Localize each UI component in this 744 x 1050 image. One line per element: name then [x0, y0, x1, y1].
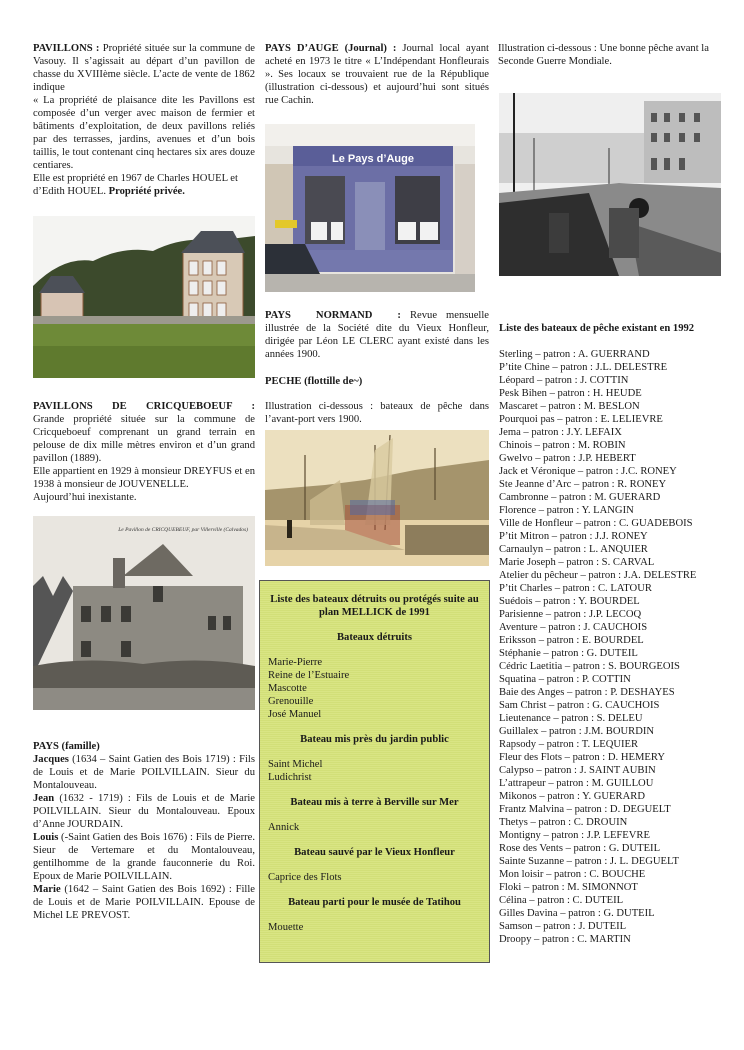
cricqueboeuf-photo — [33, 516, 255, 710]
boat-row: Lieutenance – patron : S. DELEU — [499, 713, 643, 724]
pays-auge-title: PAYS D’AUGE (Journal) : — [265, 43, 397, 54]
boats-1992-list — [499, 322, 734, 946]
boat-row: Mascaret – patron : M. BESLON — [499, 401, 640, 412]
mellick-box-title: Liste des bateaux détruits ou protégés suite au plan MELLICK de 1991 — [270, 594, 479, 618]
pays-entry-louis: Louis (-Saint Gatien des Bois 1676) : Fils de Pierre. Sieur de Vertemare et du Montalouveau, gentilhomme de la grande fauconnerie du Roi. Epoux de Marie POILVILLAIN. — [33, 832, 255, 882]
boat-row: Guillalex – patron : J.M. BOURDIN — [499, 726, 655, 737]
boat-item: Mascotte — [268, 683, 307, 694]
boat-row: Pesk Bihen – patron : H. HEUDE — [499, 388, 642, 399]
boat-row: Atelier du pêcheur – patron : J.A. DELESTRE — [499, 570, 697, 581]
cricqueboeuf-entry: PAVILLONS DE CRICQUEBOEUF : Grande propriété située sur la commune de Cricqueboeuf comprenant un grand terrain en pelouse de dix mille mètres environ et d’un grand pavillon (1889). Elle appartient en 1929 à monsieur DREYFUS et en 1938 à monsieur de JOUVENELLE. Aujourd’hui inexistante. — [33, 401, 255, 503]
pavillons-title: PAVILLONS : — [33, 43, 100, 54]
boat-row: Gwelvo – patron : J.P. HEBERT — [499, 453, 636, 464]
boat-row: Sam Christ – patron : G. CAUCHOIS — [499, 700, 660, 711]
boat-row: Rose des Vents – patron : G. DUTEIL — [499, 843, 661, 854]
boat-row: Cambronne – patron : M. GUERARD — [499, 492, 661, 503]
boat-row: Gilles Davina – patron : G. DUTEIL — [499, 908, 655, 919]
section-heading-berville: Bateau mis à terre à Berville sur Mer — [290, 797, 459, 808]
pays-famille-entry — [33, 740, 255, 922]
boat-row: Thetys – patron : C. DROUIN — [499, 817, 628, 828]
boat-row: L’attrapeur – patron : M. GUILLOU — [499, 778, 654, 789]
boat-row: Ville de Honfleur – patron : C. GUADEBOIS — [499, 518, 693, 529]
pavillons-owner: Elle est propriété en 1967 de Charles HOUEL et d’Edith HOUEL. Propriété privée. — [33, 173, 238, 197]
boat-row: Calypso – patron : J. SAINT AUBIN — [499, 765, 656, 776]
boat-row: Eriksson – patron : E. BOURDEL — [499, 635, 644, 646]
boat-row: Jack et Véronique – patron : J.C. RONEY — [499, 466, 677, 477]
boat-row: Sterling – patron : A. GUERRAND — [499, 349, 650, 360]
pays-famille-title: PAYS (famille) — [33, 741, 100, 752]
boat-row: Suédois – patron : Y. BOURDEL — [499, 596, 640, 607]
boat-row: Parisienne – patron : J.P. LECOQ — [499, 609, 642, 620]
section-heading-destroyed: Bateaux détruits — [336, 632, 413, 643]
peche-title: PECHE (flottille de~) — [265, 376, 363, 387]
boat-item: Reine de l’Estuaire — [268, 670, 350, 681]
boat-item: Marie-Pierre — [268, 657, 323, 668]
boat-row: Rapsody – patron : T. LEQUIER — [499, 739, 639, 750]
boat-row: Droopy – patron : C. MARTIN — [499, 934, 631, 945]
boat-item: Caprice des Flots — [268, 872, 342, 883]
boat-row: Mon loisir – patron : C. BOUCHE — [499, 869, 646, 880]
boat-row: Baie des Anges – patron : P. DESHAYES — [499, 687, 675, 698]
boat-row: Carnaulyn – patron : L. ANQUIER — [499, 544, 648, 555]
boat-row: Cédric Laetitia – patron : S. BOURGEOIS — [499, 661, 680, 672]
boat-row: Pourquoi pas – patron : E. LELIEVRE — [499, 414, 663, 425]
boat-row: P’tit Mitron – patron : J.J. RONEY — [499, 531, 648, 542]
boat-row: Chinois – patron : M. ROBIN — [499, 440, 626, 451]
cricqueboeuf-title: PAVILLONS DE CRICQUEBOEUF : — [33, 401, 255, 412]
boat-row: Floki – patron : M. SIMONNOT — [499, 882, 638, 893]
peche-entry: PECHE (flottille de~) Illustration ci-dessous : bateaux de pêche dans l’avant-port vers 1900. — [265, 376, 489, 425]
pays-entry-jean: Jean (1632 - 1719) : Fils de Louis et de Marie POILVILLAIN. Sieur du Montalouveau. Epoux d’Anne JOURDAIN. — [33, 793, 255, 830]
pays-entry-jacques: Jacques (1634 – Saint Gatien des Bois 1719) : Fils de Louis et de Marie POILVILLAIN. Sieur du Montalouveau. — [33, 754, 255, 791]
svg-text:Le Pavillon de CRICQUEBEUF, pa: Le Pavillon de CRICQUEBEUF, par Villerville (Calvados) — [118, 527, 248, 533]
boat-row: Montigny – patron : J.P. LEFEVRE — [499, 830, 650, 841]
boat-row: Jema – patron : J.Y. LEFAIX — [499, 427, 622, 438]
section-heading-jardin: Bateau mis près du jardin public — [300, 734, 449, 745]
boat-row: Squatina – patron : P. COTTIN — [499, 674, 631, 685]
boat-item: Annick — [268, 822, 300, 833]
boat-item: Saint Michel — [268, 759, 323, 770]
section-heading-vieux-honfleur: Bateau sauvé par le Vieux Honfleur — [294, 847, 455, 858]
boat-row: Aventure – patron : J. CAUCHOIS — [499, 622, 648, 633]
mellick-boats-box — [259, 580, 490, 963]
boat-item: Ludichrist — [268, 772, 312, 783]
pavillons-entry: PAVILLONS : Propriété située sur la commune de Vasouy. Il s’agissait au départ d’un pavillon de chasse du XVIIIème siècle. L’acte de vente de 1862 indique — [33, 43, 255, 93]
peche-photo — [265, 430, 489, 566]
boat-row: Marie Joseph – patron : S. CARVAL — [499, 557, 655, 568]
boat-row: Fleur des Flots – patron : D. HEMERY — [499, 752, 665, 763]
boat-row: Mikonos – patron : Y. GUERARD — [499, 791, 645, 802]
pays-auge-entry: PAYS D’AUGE (Journal) : Journal local ayant acheté en 1973 le titre « L’Indépendant Honfleurais ». Ses locaux se trouvaient rue de la République (illustration ci-dessous) et aujourd’hui sont situés rue Cachin. — [265, 43, 489, 106]
svg-text:Le Pays d’Auge: Le Pays d’Auge — [332, 153, 414, 165]
boat-row: Célina – patron : C. DUTEIL — [499, 895, 624, 906]
boat-item: Grenouille — [268, 696, 314, 707]
pays-auge-photo — [265, 124, 475, 292]
boat-row: Ste Jeanne d’Arc – patron : R. RONEY — [499, 479, 667, 490]
boat-row: P’tit Charles – patron : C. LATOUR — [499, 583, 652, 594]
boat-row: Léopard – patron : J. COTTIN — [499, 375, 629, 386]
pavillons-quote: « La propriété de plaisance dite les Pavillons est composée d’un verger avec maison de fermier et bâtiments d’exploitation, de deux pavillons reliés par des terrasses, jardins, avenues et d’un bois taillis, le tout contenant cinq hectares six ares douze centiares. — [33, 95, 255, 171]
boats-list-title: Liste des bateaux de pêche existant en 1992 — [499, 323, 695, 334]
pays-entry-marie: Marie (1642 – Saint Gatien des Bois 1692) : Fille de Louis et de Marie POILVILLAIN. Epouse de Michel LE PREVOST. — [33, 884, 255, 921]
boat-row: Samson – patron : J. DUTEIL — [499, 921, 627, 932]
boat-item: Mouette — [268, 922, 304, 933]
peche-avant-guerre-photo — [499, 93, 721, 276]
column-1 — [33, 42, 255, 198]
pays-normand-entry: PAYS NORMAND : Revue mensuelle illustrée de la Société dite du Vieux Honfleur, dirigée par Léon LE CLERC ayant existé dans les années 1900. — [265, 310, 489, 360]
boat-row: Florence – patron : Y. LANGIN — [499, 505, 634, 516]
boat-row: Frantz Malvina – patron : D. DEGUELT — [499, 804, 671, 815]
section-heading-tatihou: Bateau parti pour le musée de Tatihou — [288, 897, 461, 908]
boat-row: Sainte Suzanne – patron : J. L. DEGUELT — [499, 856, 679, 867]
boats-list — [499, 348, 734, 946]
pavillons-photo — [33, 216, 255, 378]
boat-item: José Manuel — [268, 709, 322, 720]
boat-row: Stéphanie – patron : G. DUTEIL — [499, 648, 638, 659]
boat-row: P’tite Chine – patron : J.L. DELESTRE — [499, 362, 668, 373]
pays-normand-title: PAYS NORMAND : — [265, 310, 401, 321]
illustration-caption: Illustration ci-dessous : Une bonne pêche avant la Seconde Guerre Mondiale. — [498, 43, 709, 67]
